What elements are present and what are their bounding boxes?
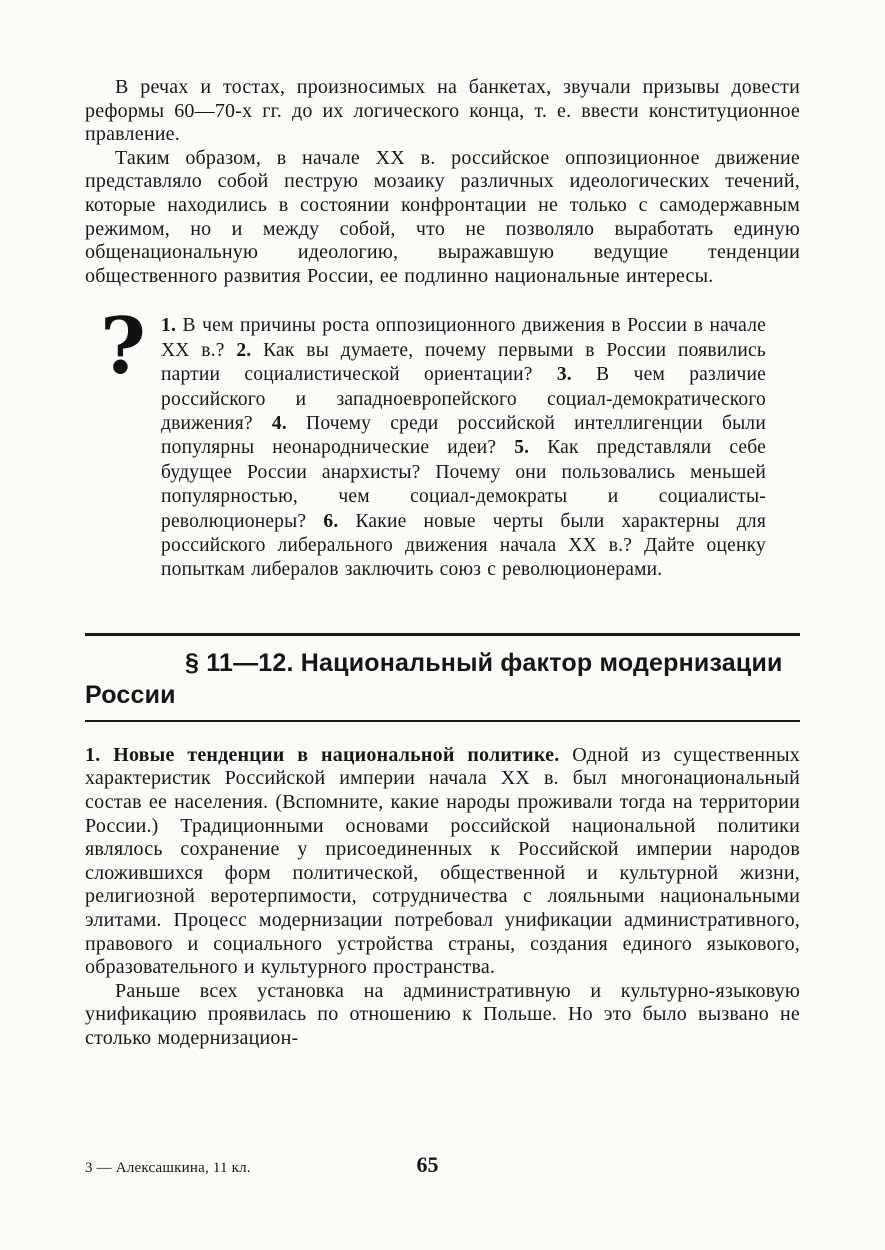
paragraph-national-policy: 1. Новые тенденции в национальной политике. Одной из существенных характеристик Российской империи начала XX в. был многонациональный состав ее населения. (Вспомните, какие народы проживали тогда на территории России.) Традиционными основами российской национальной политики являлось сохранение у присоединенных к Российской империи народов сложившихся форм политической, общественной и культурной жизни, религиозной веротерпимости, сотрудничества с лояльными национальными элитами. Процесс модернизации потребовал унификации административного, правового и социального устройства страны, создания единого языкового, образовательного и культурного пространства. — [85, 743, 800, 979]
page-content — [85, 76, 800, 1051]
section-heading-block — [85, 633, 800, 722]
question-mark-icon: ? — [100, 301, 146, 393]
paragraph-opposition-summary: Таким образом, в начале XX в. российское оппозиционное движение представляло собой пеструю мозаику различных идеологических течений, которые находились в состоянии конфронтации не только с самодержавным режимом, но и между собой, что не позволяло выработать единую общенациональную идеологию, выражавшую ведущие тенденции общественного развития России, ее подлинно национальные интересы. — [85, 146, 800, 287]
paragraph-poland: Раньше всех установка на административную и культурно-языковую унификацию проявилась по отношению к Польше. Но это было вызвано не столько модернизацион- — [85, 979, 800, 1049]
page-footer — [85, 1152, 800, 1184]
page-number: 65 — [416, 1152, 439, 1177]
section-title: § 11—12. Национальный фактор модернизации России — [85, 648, 783, 709]
review-questions-block — [85, 301, 800, 582]
printer-signature: 3 — Алексашкина, 11 кл. — [85, 1160, 251, 1176]
paragraph-banquets: В речах и тостах, произносимых на банкетах, звучали призывы довести реформы 60—70-х гг. до их логического конца, т. е. ввести конституционное правление. — [85, 76, 800, 146]
review-questions-text: 1. В чем причины роста оппозиционного движения в России в начале XX в.? 2. Как вы думаете, почему первыми в России появились партии социалистической ориентации? 3. В чем различие российского и западноевропейского социал-демократического движения? 4. Почему среди российской интеллигенции были популярны неонароднические идеи? 5. Как представляли себе будущее России анархисты? Почему они пользовались меньшей популярностью, чем социал-демократы и социалисты-революционеры? 6. Какие новые черты были характерны для российского либерального движения начала XX в.? Дайте оценку попыткам либералов заключить союз с революционерами. — [161, 315, 767, 581]
